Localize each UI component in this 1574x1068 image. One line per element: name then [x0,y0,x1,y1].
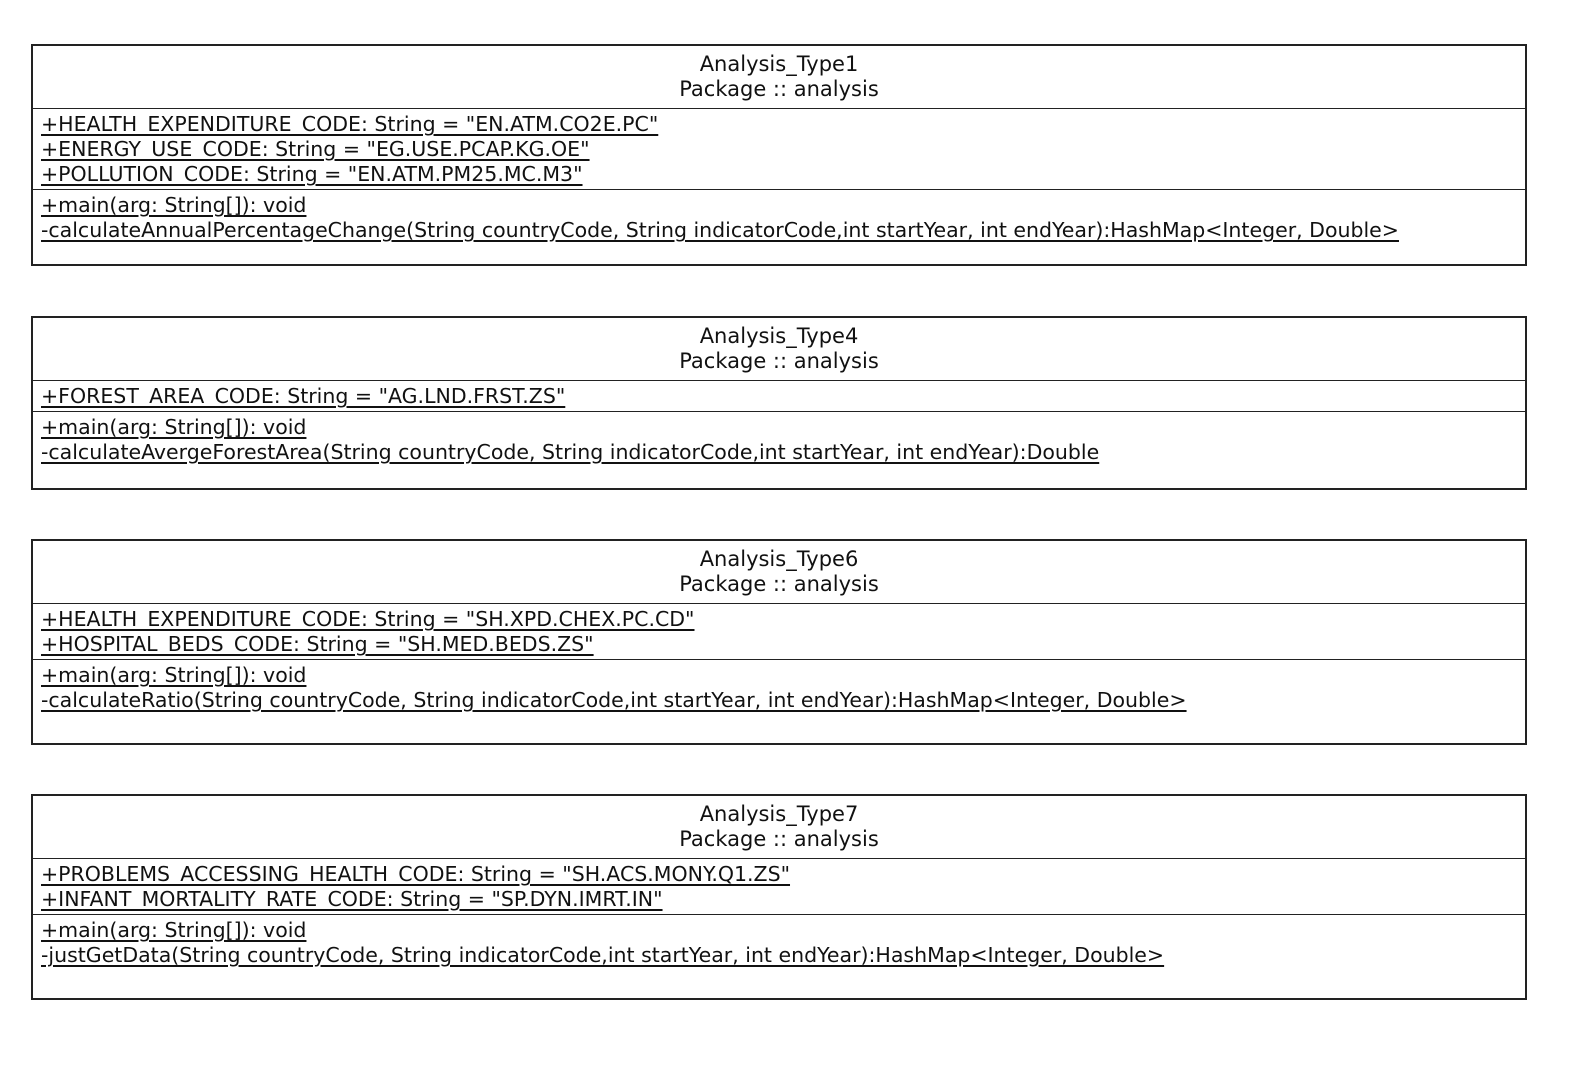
operation: +main(arg: String[]): void [41,663,307,687]
operations-compartment [33,915,1525,970]
operations-compartment [33,660,1525,715]
operation: -justGetData(String countryCode, String indicatorCode,int startYear, int endYear):HashMap<Integer, Double> [41,943,1165,967]
attribute: +POLLUTION_CODE: String = "EN.ATM.PM25.MC.M3" [41,162,583,186]
class-box-analysis-type4[interactable] [31,316,1527,490]
class-name: Analysis_Type1 [699,52,859,76]
operation: +main(arg: String[]): void [41,193,307,217]
attribute: +HEALTH_EXPENDITURE_CODE: String = "EN.ATM.CO2E.PC" [41,112,659,136]
attribute: +FOREST_AREA_CODE: String = "AG.LND.FRST.ZS" [41,384,566,408]
attribute: +HOSPITAL_BEDS_CODE: String = "SH.MED.BEDS.ZS" [41,632,594,656]
class-package: Package :: analysis [679,77,879,101]
operation: +main(arg: String[]): void [41,918,307,942]
class-package: Package :: analysis [679,572,879,596]
attributes-compartment [33,109,1525,190]
attribute: +HEALTH_EXPENDITURE_CODE: String = "SH.XPD.CHEX.PC.CD" [41,607,695,631]
class-header [33,541,1525,604]
operations-compartment [33,412,1525,467]
class-header [33,46,1525,109]
attribute: +INFANT_MORTALITY_RATE_CODE: String = "SP.DYN.IMRT.IN" [41,887,663,911]
class-name: Analysis_Type4 [699,324,859,348]
class-name: Analysis_Type7 [699,802,859,826]
attributes-compartment [33,604,1525,660]
class-name: Analysis_Type6 [699,547,859,571]
class-package: Package :: analysis [679,827,879,851]
operation: -calculateAvergeForestArea(String countryCode, String indicatorCode,int startYear, int endYear):Double [41,440,1100,464]
operation: -calculateAnnualPercentageChange(String countryCode, String indicatorCode,int startYear, int endYear):HashMap<Integer, Double> [41,218,1399,242]
operation: -calculateRatio(String countryCode, String indicatorCode,int startYear, int endYear):HashMap<Integer, Double> [41,688,1187,712]
attributes-compartment [33,381,1525,412]
class-box-analysis-type7[interactable] [31,794,1527,1000]
class-box-analysis-type6[interactable] [31,539,1527,745]
operations-compartment [33,190,1525,245]
attribute: +ENERGY_USE_CODE: String = "EG.USE.PCAP.KG.OE" [41,137,590,161]
class-package: Package :: analysis [679,349,879,373]
attribute: +PROBLEMS_ACCESSING_HEALTH_CODE: String = "SH.ACS.MONY.Q1.ZS" [41,862,791,886]
class-header [33,796,1525,859]
class-header [33,318,1525,381]
class-box-analysis-type1[interactable] [31,44,1527,266]
operation: +main(arg: String[]): void [41,415,307,439]
attributes-compartment [33,859,1525,915]
